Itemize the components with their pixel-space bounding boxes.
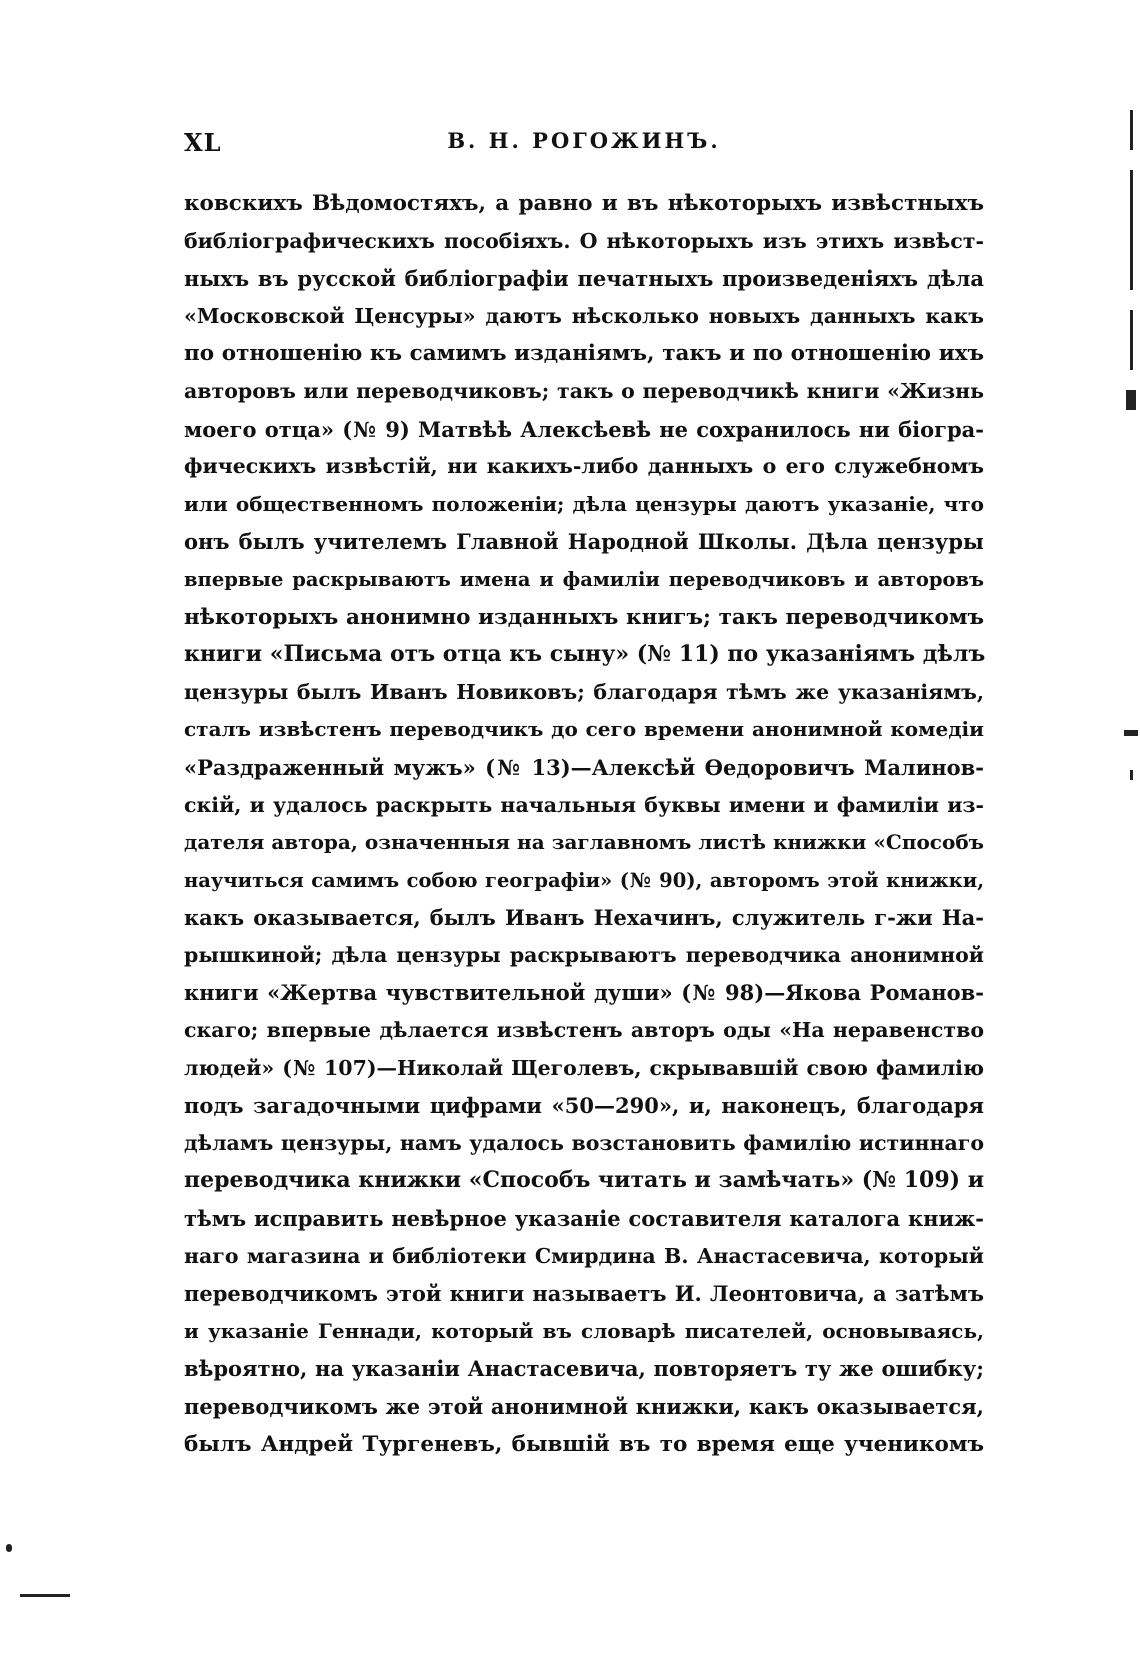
scan-edge-artifact	[1124, 90, 1140, 1090]
text-line: цензуры былъ Иванъ Новиковъ; благодаря тѣмъ же указаніямъ,	[184, 679, 984, 704]
text-line: переводчикомъ этой книги называетъ И. Леонтовича, а затѣмъ	[184, 1281, 984, 1307]
text-line: «Раздраженный мужъ» (№ 13)—Алексѣй Ѳедоровичъ Малинов-	[184, 754, 984, 780]
text-line: какъ оказывается, былъ Иванъ Нехачинъ, служитель г-жи На-	[184, 905, 984, 931]
scan-mark	[20, 1594, 70, 1597]
text-line: переводчика книжки «Способъ читать и замѣчать» (№ 109) и	[184, 1167, 985, 1194]
text-line: наго магазина и библіотеки Смирдина В. Анастасевича, который	[184, 1243, 984, 1268]
text-line: по отношенію къ самимъ изданіямъ, такъ и по отношенію ихъ	[184, 341, 984, 367]
text-line: книги «Письма отъ отца къ сыну» (№ 11) по указаніямъ дѣлъ	[184, 641, 986, 668]
page-number: XL	[184, 128, 222, 157]
text-line: дѣламъ цензуры, намъ удалось возстановить фамилію истиннаго	[184, 1130, 984, 1155]
text-line: дателя автора, означенныя на заглавномъ листѣ книжки «Способъ	[184, 830, 984, 855]
text-line: книги «Жертва чувствительной души» (№ 98)—Якова Романов-	[184, 980, 984, 1006]
page-header	[184, 128, 984, 168]
text-line: рышкиной; дѣла цензуры раскрываютъ переводчика анонимной	[184, 942, 984, 967]
text-line: ныхъ въ русской библіографіи печатныхъ произведеніяхъ дѣла	[184, 266, 984, 292]
text-line: впервые раскрываютъ имена и фамиліи переводчиковъ и авторовъ	[184, 567, 984, 591]
text-line: библіографическихъ пособіяхъ. О нѣкоторыхъ изъ этихъ извѣст-	[184, 228, 984, 253]
text-line: ковскихъ Вѣдомостяхъ, а равно и въ нѣкоторыхъ извѣстныхъ	[184, 191, 984, 216]
text-line: фическихъ извѣстій, ни какихъ-либо данныхъ о его служебномъ	[184, 454, 984, 479]
text-line: моего отца» (№ 9) Матвѣѣ Алексѣевѣ не сохранилось ни біогра-	[184, 416, 984, 442]
text-line: сталъ извѣстенъ переводчикъ до сего времени анонимной комедіи	[184, 717, 984, 742]
scan-mark	[6, 1544, 12, 1552]
text-line: или общественномъ положеніи; дѣла цензуры даютъ указаніе, что	[184, 491, 984, 516]
text-line: «Московской Ценсуры» даютъ нѣсколько новыхъ данныхъ какъ	[184, 303, 984, 328]
text-line: скаго; впервые дѣлается извѣстенъ авторъ оды «На неравенство	[184, 1018, 984, 1043]
text-line: подъ загадочными цифрами «50—290», и, наконецъ, благодаря	[184, 1093, 984, 1119]
running-head: В. Н. РОГОЖИНЪ.	[447, 128, 721, 153]
text-line: тѣмъ исправить невѣрное указаніе составителя каталога книж-	[184, 1206, 984, 1232]
text-line: нѣкоторыхъ анонимно изданныхъ книгъ; такъ переводчикомъ	[184, 604, 984, 630]
text-line: вѣроятно, на указаніи Анастасевича, повторяетъ ту же ошибку;	[184, 1356, 984, 1382]
text-line: былъ Андрей Тургеневъ, бывшій въ то время еще ученикомъ	[184, 1431, 984, 1457]
text-line: авторовъ или переводчиковъ; такъ о переводчикѣ книги «Жизнь	[184, 378, 984, 403]
body-text	[184, 185, 984, 1463]
text-line: научиться самимъ собою географіи» (№ 90), авторомъ этой книжки,	[184, 868, 984, 892]
text-line: онъ былъ учителемъ Главной Народной Школы. Дѣла цензуры	[184, 529, 984, 555]
text-line: и указаніе Геннади, который въ словарѣ писателей, основываясь,	[184, 1318, 984, 1343]
text-line: людей» (№ 107)—Николай Щеголевъ, скрывавшій свою фамилію	[184, 1055, 984, 1080]
text-line: переводчикомъ же этой анонимной книжки, какъ оказывается,	[184, 1394, 984, 1419]
text-line: скій, и удалось раскрыть начальныя буквы имени и фамиліи из-	[184, 792, 984, 817]
